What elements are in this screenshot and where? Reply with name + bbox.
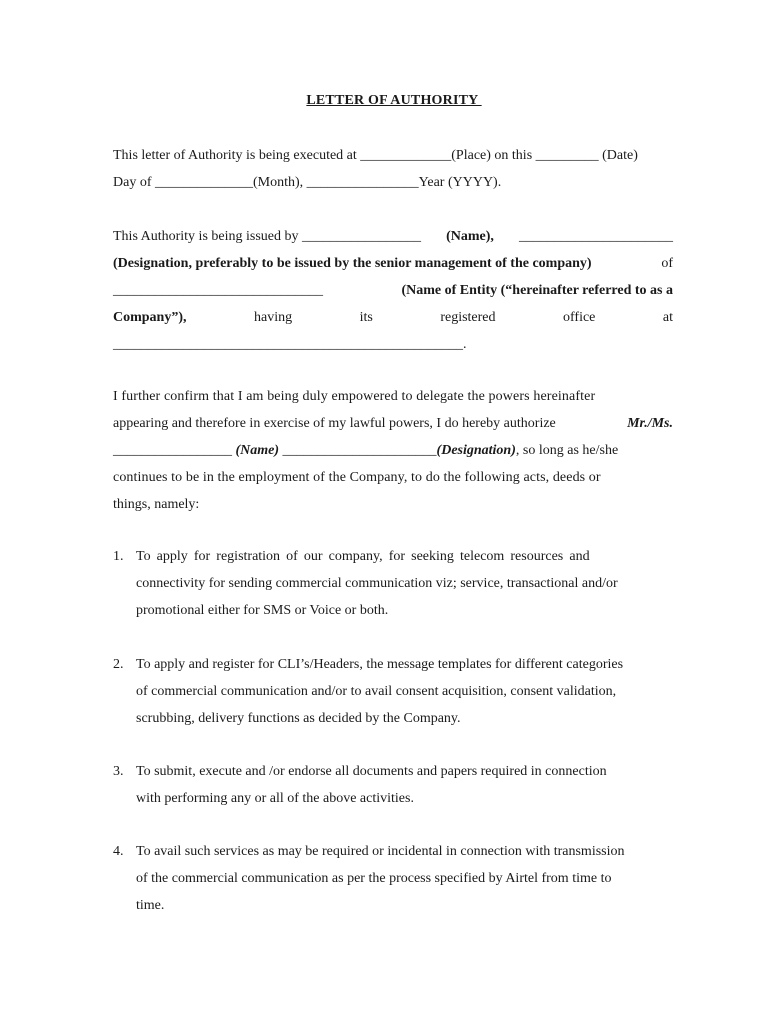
item-1-line-2: connectivity for sending commercial communication viz; service, transactional and/or	[136, 576, 618, 591]
item-1-line-1: To apply for registration of our company, for seeking telecom resources and	[136, 549, 590, 564]
item-1-line-3: promotional either for SMS or Voice or both.	[136, 603, 389, 618]
para2-designation-blank: ______________________	[515, 229, 673, 244]
para2-word-4: registered	[440, 310, 496, 325]
para2-line1	[113, 228, 673, 246]
para3-line5: things, namely:	[113, 497, 200, 512]
para3-line3	[113, 442, 618, 460]
para3-line3-tail: , so long as he/she	[515, 443, 619, 458]
para2-word-5: office	[563, 310, 596, 325]
para3-designation-blank: ______________________	[279, 443, 437, 458]
item-2-number: 2.	[113, 657, 124, 672]
para3-line4: continues to be in the employment of the Company, to do the following acts, deeds or	[113, 470, 601, 485]
para1-line1: This letter of Authority is being executed at _____________(Place) on this _________ (Date)	[113, 148, 638, 163]
para2-word-3: its	[359, 310, 373, 325]
item-3-number: 3.	[113, 764, 124, 779]
para2-word-1: Company”),	[113, 310, 187, 325]
para2-designation-label: (Designation, preferably to be issued by the senior management of the company)	[113, 256, 592, 271]
item-2-line-1: To apply and register for CLI’s/Headers, the message templates for different categories	[136, 657, 624, 672]
para3-name-label: (Name)	[235, 443, 280, 458]
item-3-line-1: To submit, execute and /or endorse all documents and papers required in connection	[136, 764, 607, 779]
item-4-number: 4.	[113, 844, 124, 859]
para2-line5: __________________________________________________.	[113, 337, 467, 352]
item-2-line-3: scrubbing, delivery functions as decided by the Company.	[136, 711, 461, 726]
para2-word-6: at	[662, 310, 673, 325]
para2-entity-blank: ______________________________	[113, 283, 323, 298]
para2-of: of	[657, 256, 673, 271]
para2-line3	[113, 282, 673, 300]
para3-line2-text: appearing and therefore in exercise of my lawful powers, I do hereby authorize	[113, 416, 560, 431]
para2-word-2: having	[254, 310, 293, 325]
para3-line1: I further confirm that I am being duly empowered to delegate the powers hereinafter	[113, 389, 596, 404]
item-2-line-2: of commercial communication and/or to avail consent acquisition, consent validation,	[136, 684, 617, 699]
para3-name-blank: _________________	[113, 443, 236, 458]
para3-line2	[113, 415, 673, 433]
item-3-line-2: with performing any or all of the above activities.	[136, 791, 414, 806]
para2-name-label: (Name),	[446, 229, 494, 244]
para2-line1-text: This Authority is being issued by _________________	[113, 229, 425, 244]
item-4-line-3: time.	[136, 898, 165, 913]
item-1-number: 1.	[113, 549, 124, 564]
item-4-line-1: To avail such services as may be required or incidental in connection with transmission	[136, 844, 625, 859]
para2-line4	[113, 309, 673, 327]
para3-designation-label: (Designation)	[436, 443, 516, 458]
para1-line2: Day of ______________(Month), ________________Year (YYYY).	[113, 175, 502, 190]
para2-entity-label: (Name of Entity (“hereinafter referred to as a	[401, 283, 673, 298]
item-4-line-2: of the commercial communication as per the process specified by Airtel from time to	[136, 871, 612, 886]
document-title: LETTER OF AUTHORITY	[306, 93, 482, 108]
para2-line2	[113, 255, 673, 273]
para3-mr-ms: Mr./Ms.	[627, 416, 673, 431]
